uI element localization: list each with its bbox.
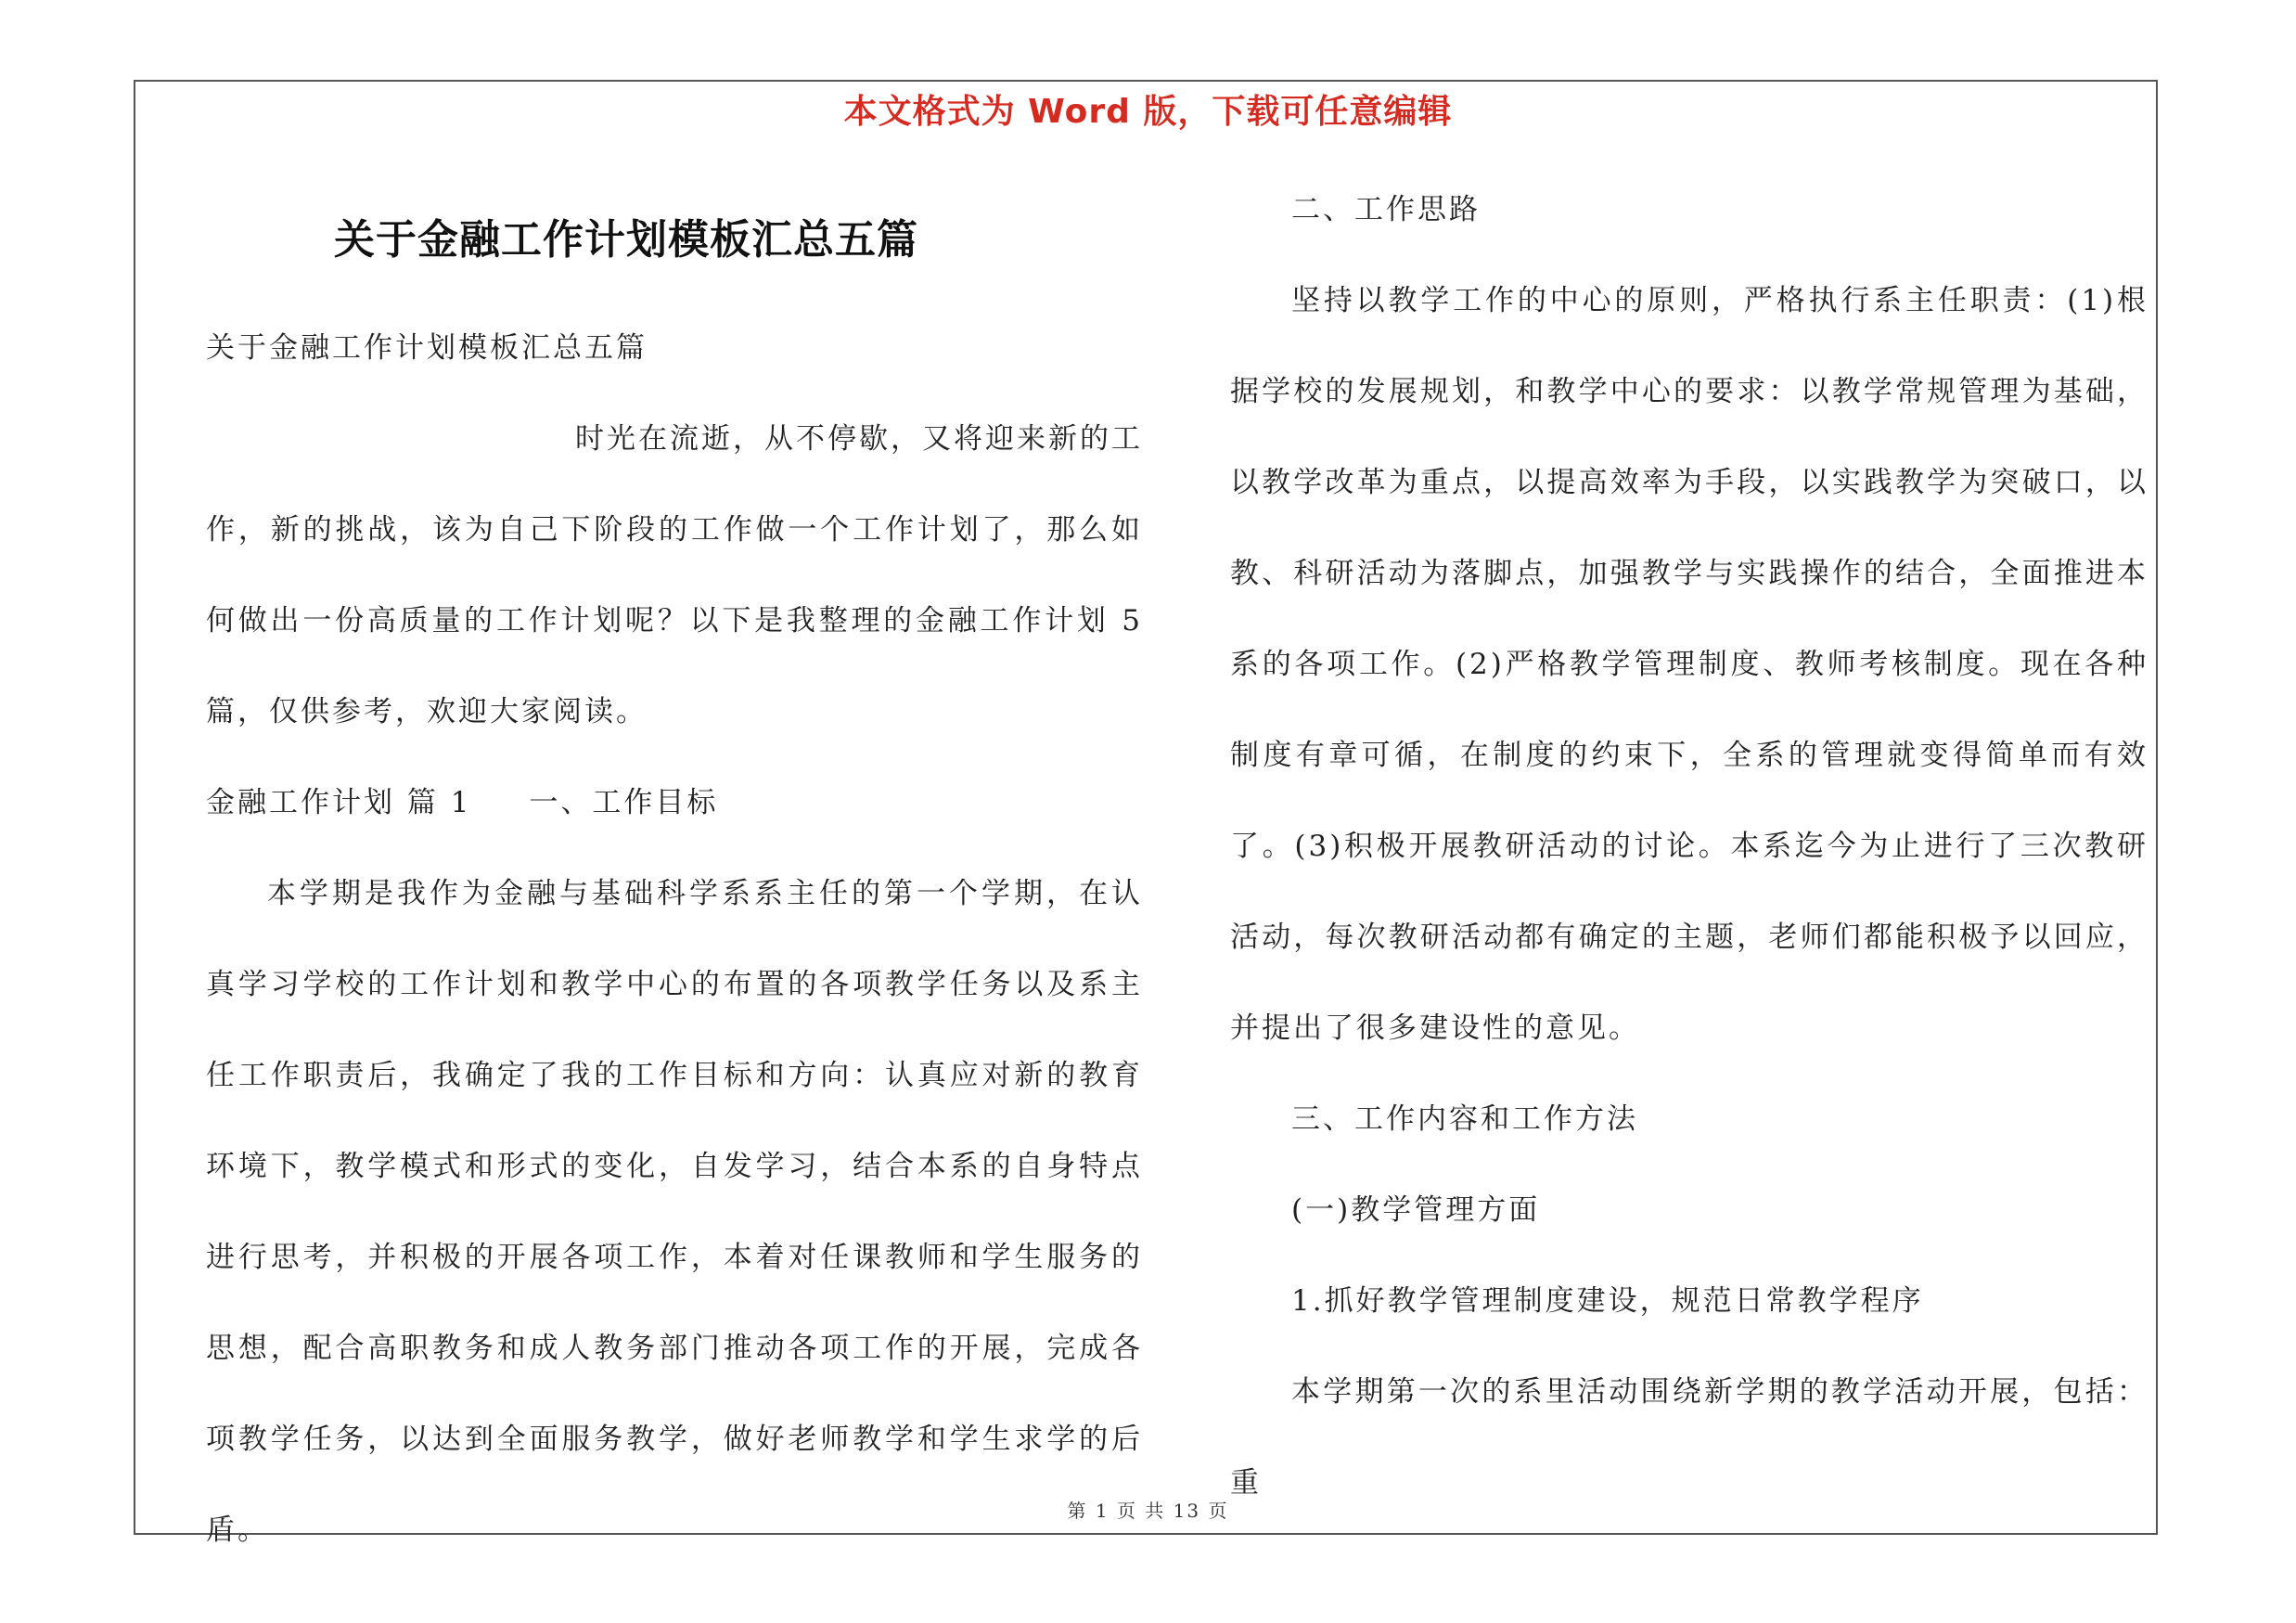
thinking-body-paragraph: 坚持以教学工作的中心的原则，严格执行系主任职责：(1)根据学校的发展规划，和教学中心的要求：以教学常规管理为基础，以教学改革为重点，以提高效率为手段，以实践教学为突破口，以教、科研活动为落脚点，加强教学与实践操作的结合，全面推进本系的各项工作。(2)严格教学管理制度、教师考核制度。现在各种制度有章可循，在制度的约束下，全系的管理就变得简单而有效了。(3)积极开展教研活动的讨论。本系迄今为止进行了三次教研活动，每次教研活动都有确定的主题，老师们都能积极予以回应，并提出了很多建设性的意见。 [1230,284,2148,1045]
goal-heading: 一、工作目标 [529,786,719,819]
item-1-body-paragraph: 本学期第一次的系里活动围绕新学期的教学活动开展，包括：重 [1230,1375,2148,1500]
thinking-heading: 二、工作思路 [1291,193,1481,226]
section-heading-row [206,757,1143,848]
content-heading: 三、工作内容和工作方法 [1291,1102,1638,1136]
plan-section-label: 金融工作计划 篇 1 [206,786,472,819]
document-title: 关于金融工作计划模板汇总五篇 [334,216,918,264]
management-heading: (一)教学管理方面 [1291,1193,1541,1227]
intro-paragraph: 时光在流逝，从不停歇，又将迎来新的工作，新的挑战，该为自己下阶段的工作做一个工作计划了，那么如何做出一份高质量的工作计划呢？以下是我整理的金融工作计划 5 篇，仅供参考，欢迎大家阅读。 [206,422,1143,728]
left-column [206,303,1143,1576]
item-1-heading: 1.抓好教学管理制度建设，规范日常教学程序 [1291,1284,1924,1318]
page-number: 第 1 页 共 13 页 [1067,1500,1229,1522]
right-column [1230,164,2148,1528]
format-banner: 本文格式为 Word 版，下载可任意编辑 [843,93,1453,131]
goal-body-paragraph: 本学期是我作为金融与基础科学系系主任的第一个学期，在认真学习学校的工作计划和教学中心的布置的各项教学任务以及系主任工作职责后，我确定了我的工作目标和方向：认真应对新的教育环境下，教学模式和形式的变化，自发学习，结合本系的自身特点进行思考，并积极的开展各项工作，本着对任课教师和学生服务的思想，配合高职教务和成人教务部门推动各项工作的开展，完成各项教学任务，以达到全面服务教学，做好老师教学和学生求学的后盾。 [206,877,1143,1547]
subtitle: 关于金融工作计划模板汇总五篇 [206,331,648,365]
